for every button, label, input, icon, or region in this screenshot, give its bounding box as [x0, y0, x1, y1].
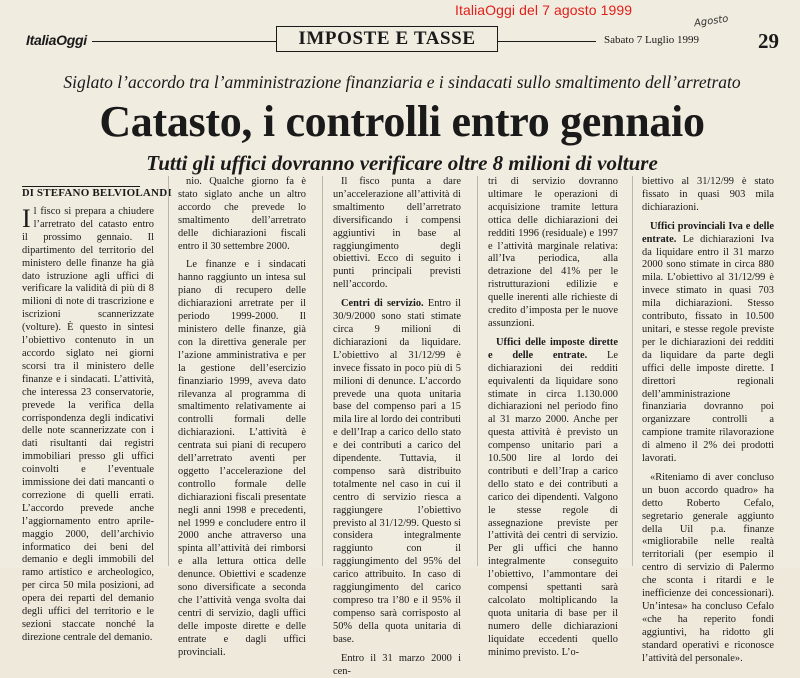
paragraph-heading: Centri di servizio. [341, 298, 428, 310]
article-paragraph: Uffici delle imposte dirette e delle entrate. Le dichiarazioni dei redditi equivalenti da liquidare sono stimate in circa 1.130.000 dichiarazioni nel periodo fino al 31 marzo 2000. Anche per questa attività è previsto un compenso unitario pari a 10.500 lire al lordo dei contributi e dell’Irap a carico dello stato e dei contributi a carico dei dipendenti. Valgono le stesse regole di assegnazione previste per l’attività dei centri di servizio. Per gli uffici che hanno integralmente conseguito l’obiettivo, l’ammontare dei compensi spettanti sarà calcolato moltiplicando la quota unitaria di base per il numero delle dichiarazioni liquidate eccedenti quello minimo previsto. L’o- [488, 336, 618, 658]
column-divider [322, 176, 323, 566]
brand-logo: ItaliaOggi [26, 32, 87, 48]
article-paragraph: Il fisco punta a dare un’accelerazione all’attività di smaltimento dell’arretrato diversificando i compensi aggiuntivi in base al raggiungimento degli obiettivi. Ecco di seguito i punti principali previsti nell’accordo. [333, 176, 461, 291]
article-paragraph: Le finanze e i sindacati hanno raggiunto un intesa sul piano di recupero delle dichiarazioni arretrate per il periodo 1999-2000. Il ministero delle finanze, già con la direttiva generale per l’azione amministrativa e per la gestione dell’esercizio finanziario 1999, aveva dato rilevanza al programma di smaltimento relativamente ai controlli formali delle dichiarazioni. L’attività è centrata sui piani di recupero dell’arretrato aventi per oggetto l’accelerazione del controllo formale delle dichiarazioni fiscali presentate negli anni 1998 e precedenti, nel 1999 e concludere entro il 2000 anche attraverso una spinta all’attività dei rimborsi e alla lettura ottica delle denunce. Obiettivi e scadenze sono diversificate a seconda che l’attività venga svolta dai centri di servizio, dagli uffici delle imposte dirette e delle entrate e dagli uffici provinciali. [178, 259, 306, 658]
article-paragraph: Centri di servizio. Entro il 30/9/2000 sono stati stimate circa 9 milioni di dichiarazioni da liquidare. L’obiettivo al 31/12/99 è invece fissato in poco più di 5 milioni di denunce. L’accordo prevede una quota unitaria base del compenso pari a 15 mila lire al lordo dei contributi e dell’Irap a carico dello stato e dei contributi a carico del dipendente. Tuttavia, il compenso sarà distribuito totalmente nel caso in cui il centro di servizio riesca a raggiungere l’obiettivo previsto al 31/12/99. Questo si considera integralmente raggiunto con il raggiungimento del 95% del carico attribuito. In caso di raggiungimento del carico compreso tra l’80 e il 95% il compenso sarà corrisposto al 50% della quota unitaria di base. [333, 298, 461, 645]
paragraph-heading: Uffici provinciali Iva e delle entrate. [642, 220, 774, 245]
article-paragraph: biettivo al 31/12/99 è stato fissato in quasi 903 mila dichiarazioni. [642, 176, 774, 213]
byline [22, 187, 172, 199]
byline-prefix: DI [22, 188, 35, 199]
issue-date: Sabato 7 Luglio 1999 [604, 34, 700, 46]
source-date-stamp: ItaliaOggi del 7 agosto 1999 [455, 2, 633, 18]
drop-cap: I [22, 204, 31, 233]
article-headline: Catasto, i controlli entro gennaio [99, 97, 705, 146]
article-subhead: Tutti gli uffici dovranno verificare oltre 8 milioni di volture [146, 151, 658, 175]
article-column-3 [333, 176, 461, 677]
masthead-rule-right [506, 41, 596, 42]
article-paragraph: nio. Qualche giorno fa è stato siglato anche un altro accordo che prevede lo smaltimento dell’arretrato delle dichiarazioni fiscali entro il 30 settembre 2000. [178, 176, 306, 252]
section-title: IMPOSTE E TASSE [276, 26, 498, 52]
article-paragraph: «Riteniamo di aver concluso un buon accordo quadro» ha detto Roberto Cefalo, segretario generale aggiunto della Uil p.a. finanze «migliorabile nelle realtà territoriali (per esempio il centro di servizio di Palermo che sconta i ritardi e le inefficienze dei concessionari). Un’intesa» ha concluso Cefalo «che ha reperito fondi aggiuntivi, ha ridotto gli standard operativi e riconosce l’attività del personale». [642, 471, 774, 664]
handwritten-note: Agosto [693, 13, 730, 30]
column-divider [168, 176, 169, 566]
article-kicker: Siglato l’accordo tra l’amministrazione finanziaria e i sindacati sullo smaltimento dell’arretrato [63, 72, 741, 92]
article-column-5 [642, 176, 774, 664]
article-column-2 [178, 176, 306, 658]
article-column-4 [488, 176, 618, 658]
column-divider [632, 176, 633, 566]
article-paragraph: tri di servizio dovranno ultimare le operazioni di acquisizione tramite lettura ottica delle dichiarazioni dei redditi 1996 (residuale) e 1997 e l’attività marginale relativa: all’Iva periodica, alla detrazione del 41% per le ristrutturazioni edilizie e quelle inerenti alle richieste di credito d’imposta per le nuove assunzioni. [488, 176, 618, 329]
column-divider [477, 176, 478, 566]
paragraph-heading: Uffici delle imposte dirette e delle entrate. [488, 336, 618, 361]
article-paragraph: Il fisco si prepara a chiudere l’arretrato del catasto entro il prossimo gennaio. Il dipartimento del territorio del ministero delle finanze ha già dato istruzione agli uffici di verificare la validità di più di 8 milioni di note di trascrizione e iscrizioni scannerizzate (volture). È questo in sintesi l’obiettivo contenuto in un accordo siglato nei giorni scorsi tra il ministero delle finanze e i sindacati. L’attività, che interessa 23 conservatorie, prevede la verifica della corrispondenza degli indicativi delle note scannerizzate con i dati risultanti dai registri immobiliari presso gli uffici coinvolti e l’eventuale immissione dei dati mancanti o correzione di quelli errati. L’accordo prevede anche l’aggiornamento entro aprile-maggio 2000, dell’archivio informatico dei beni del demanio e degli immobili del ramo artistico e archeologico, per circa 50 mila posizioni, ad opera dei reparti del demanio degli uffici del territorio e le sezioni staccate nonché la direzione centrale del demanio. [22, 204, 154, 643]
article-paragraph: Uffici provinciali Iva e delle entrate. Le dichiarazioni Iva da liquidare entro il 31 marzo 2000 sono stimate in circa 880 mila. L’obiettivo al 31/12/99 è invece stimato in quasi 703 mila dichiarazioni. Stesso contributo, fissato in 10.500 unitari, e stesse regole previste per le dichiarazioni dei redditi da liquidare da parte degli uffici delle imposte dirette. I direttori regionali dell’amministrazione finanziaria dovranno poi organizzare controlli a campione tramite rilavorazione di almeno il 2% dei prodotti lavorati. [642, 220, 774, 465]
masthead [6, 30, 794, 52]
byline-author: STEFANO BELVIOLANDI [36, 187, 172, 199]
article-column-1 [22, 204, 154, 643]
page-number: 29 [758, 29, 779, 53]
article-paragraph: Entro il 31 marzo 2000 i cen- [333, 652, 461, 677]
